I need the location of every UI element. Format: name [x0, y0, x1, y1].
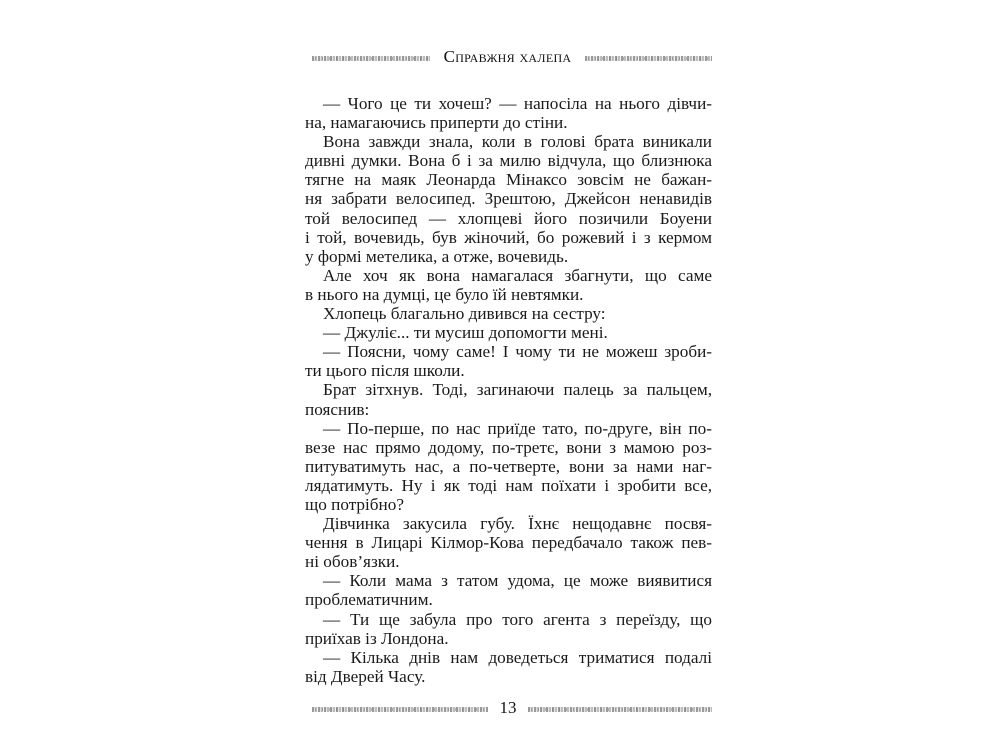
paragraph [305, 132, 712, 266]
text-line: Вона завжди знала, коли в голові брата виникали [323, 132, 712, 152]
text-line: питуватимуть нас, а по-четверте, вони за нами наг- [305, 456, 712, 476]
paragraph [305, 94, 712, 132]
text-line: — Кілька днів нам доведеться триматися подалі [323, 647, 712, 667]
text-line: проблематичним. [305, 590, 433, 610]
running-title: Справжня халепа [443, 47, 572, 66]
text-line: тягне на маяк Леонарда Мінаксо зовсім не бажан- [305, 170, 712, 190]
header-ornament-right [585, 56, 712, 61]
paragraph [305, 419, 712, 514]
paragraph [305, 323, 712, 342]
text-line: ти цього після школи. [305, 361, 465, 381]
text-line: — Коли мама з татом удома, це може виявитися [323, 571, 712, 591]
paragraph [305, 514, 712, 571]
text-line: ні обов’язки. [305, 552, 400, 572]
text-line: той велосипед — хлопцеві його позичили Боуени [305, 208, 712, 228]
text-line: Брат зітхнув. Тоді, загинаючи палець за пальцем, [323, 380, 712, 400]
text-line: що потрібно? [305, 494, 404, 514]
text-line: — Ти ще забула про того агента з переїзду, що [323, 609, 712, 629]
text-line: і той, вочевидь, був жіночий, бо рожевий і з кермом [305, 227, 712, 247]
text-line: везе нас прямо додому, по-третє, вони з мамою роз- [305, 437, 712, 457]
header-ornament-left [312, 56, 430, 61]
text-line: від Дверей Часу. [305, 666, 426, 686]
text-line: на, намагаючись приперти до стіни. [305, 113, 568, 133]
text-line: ня забрати велосипед. Зрештою, Джейсон ненавидів [305, 189, 712, 209]
text-line: Хлопець благально дивився на сестру: [323, 304, 606, 324]
paragraph [305, 648, 712, 686]
text-line: чення в Лицарі Кілмор-Кова передбачало також пев- [305, 533, 712, 553]
text-line: дивні думки. Вона б і за милю відчула, що близнюка [305, 151, 712, 171]
text-line: — По-перше, по нас приїде тато, по-друге, він по- [323, 418, 712, 438]
paragraph [305, 571, 712, 609]
paragraph [305, 380, 712, 418]
text-line: Але хоч як вона намагалася збагнути, що саме [323, 265, 712, 285]
page-number: 13 [499, 698, 517, 717]
paragraph [305, 266, 712, 304]
footer-ornament-left [312, 707, 488, 712]
text-line: Дівчинка закусила губу. Їхнє нещодавнє посвя- [323, 514, 712, 534]
text-line: — Джуліє... ти мусиш допомогти мені. [323, 323, 608, 343]
text-line: пояснив: [305, 399, 370, 419]
footer-ornament-right [528, 707, 712, 712]
paragraph [305, 610, 712, 648]
text-line: лядатимуть. Ну і як тоді нам поїхати і зробити все, [305, 475, 712, 495]
paragraph [305, 342, 712, 380]
paragraph [305, 304, 712, 323]
text-line: приїхав із Лондона. [305, 628, 449, 648]
text-line: — Поясни, чому саме! І чому ти не можеш зроби- [323, 342, 712, 362]
text-line: — Чого це ти хочеш? — напосіла на нього дівчи- [323, 94, 712, 113]
text-line: у формі метелика, а отже, вочевидь. [305, 246, 569, 266]
text-line: в нього на думці, це було їй невтямки. [305, 284, 584, 304]
body-text [305, 94, 712, 686]
